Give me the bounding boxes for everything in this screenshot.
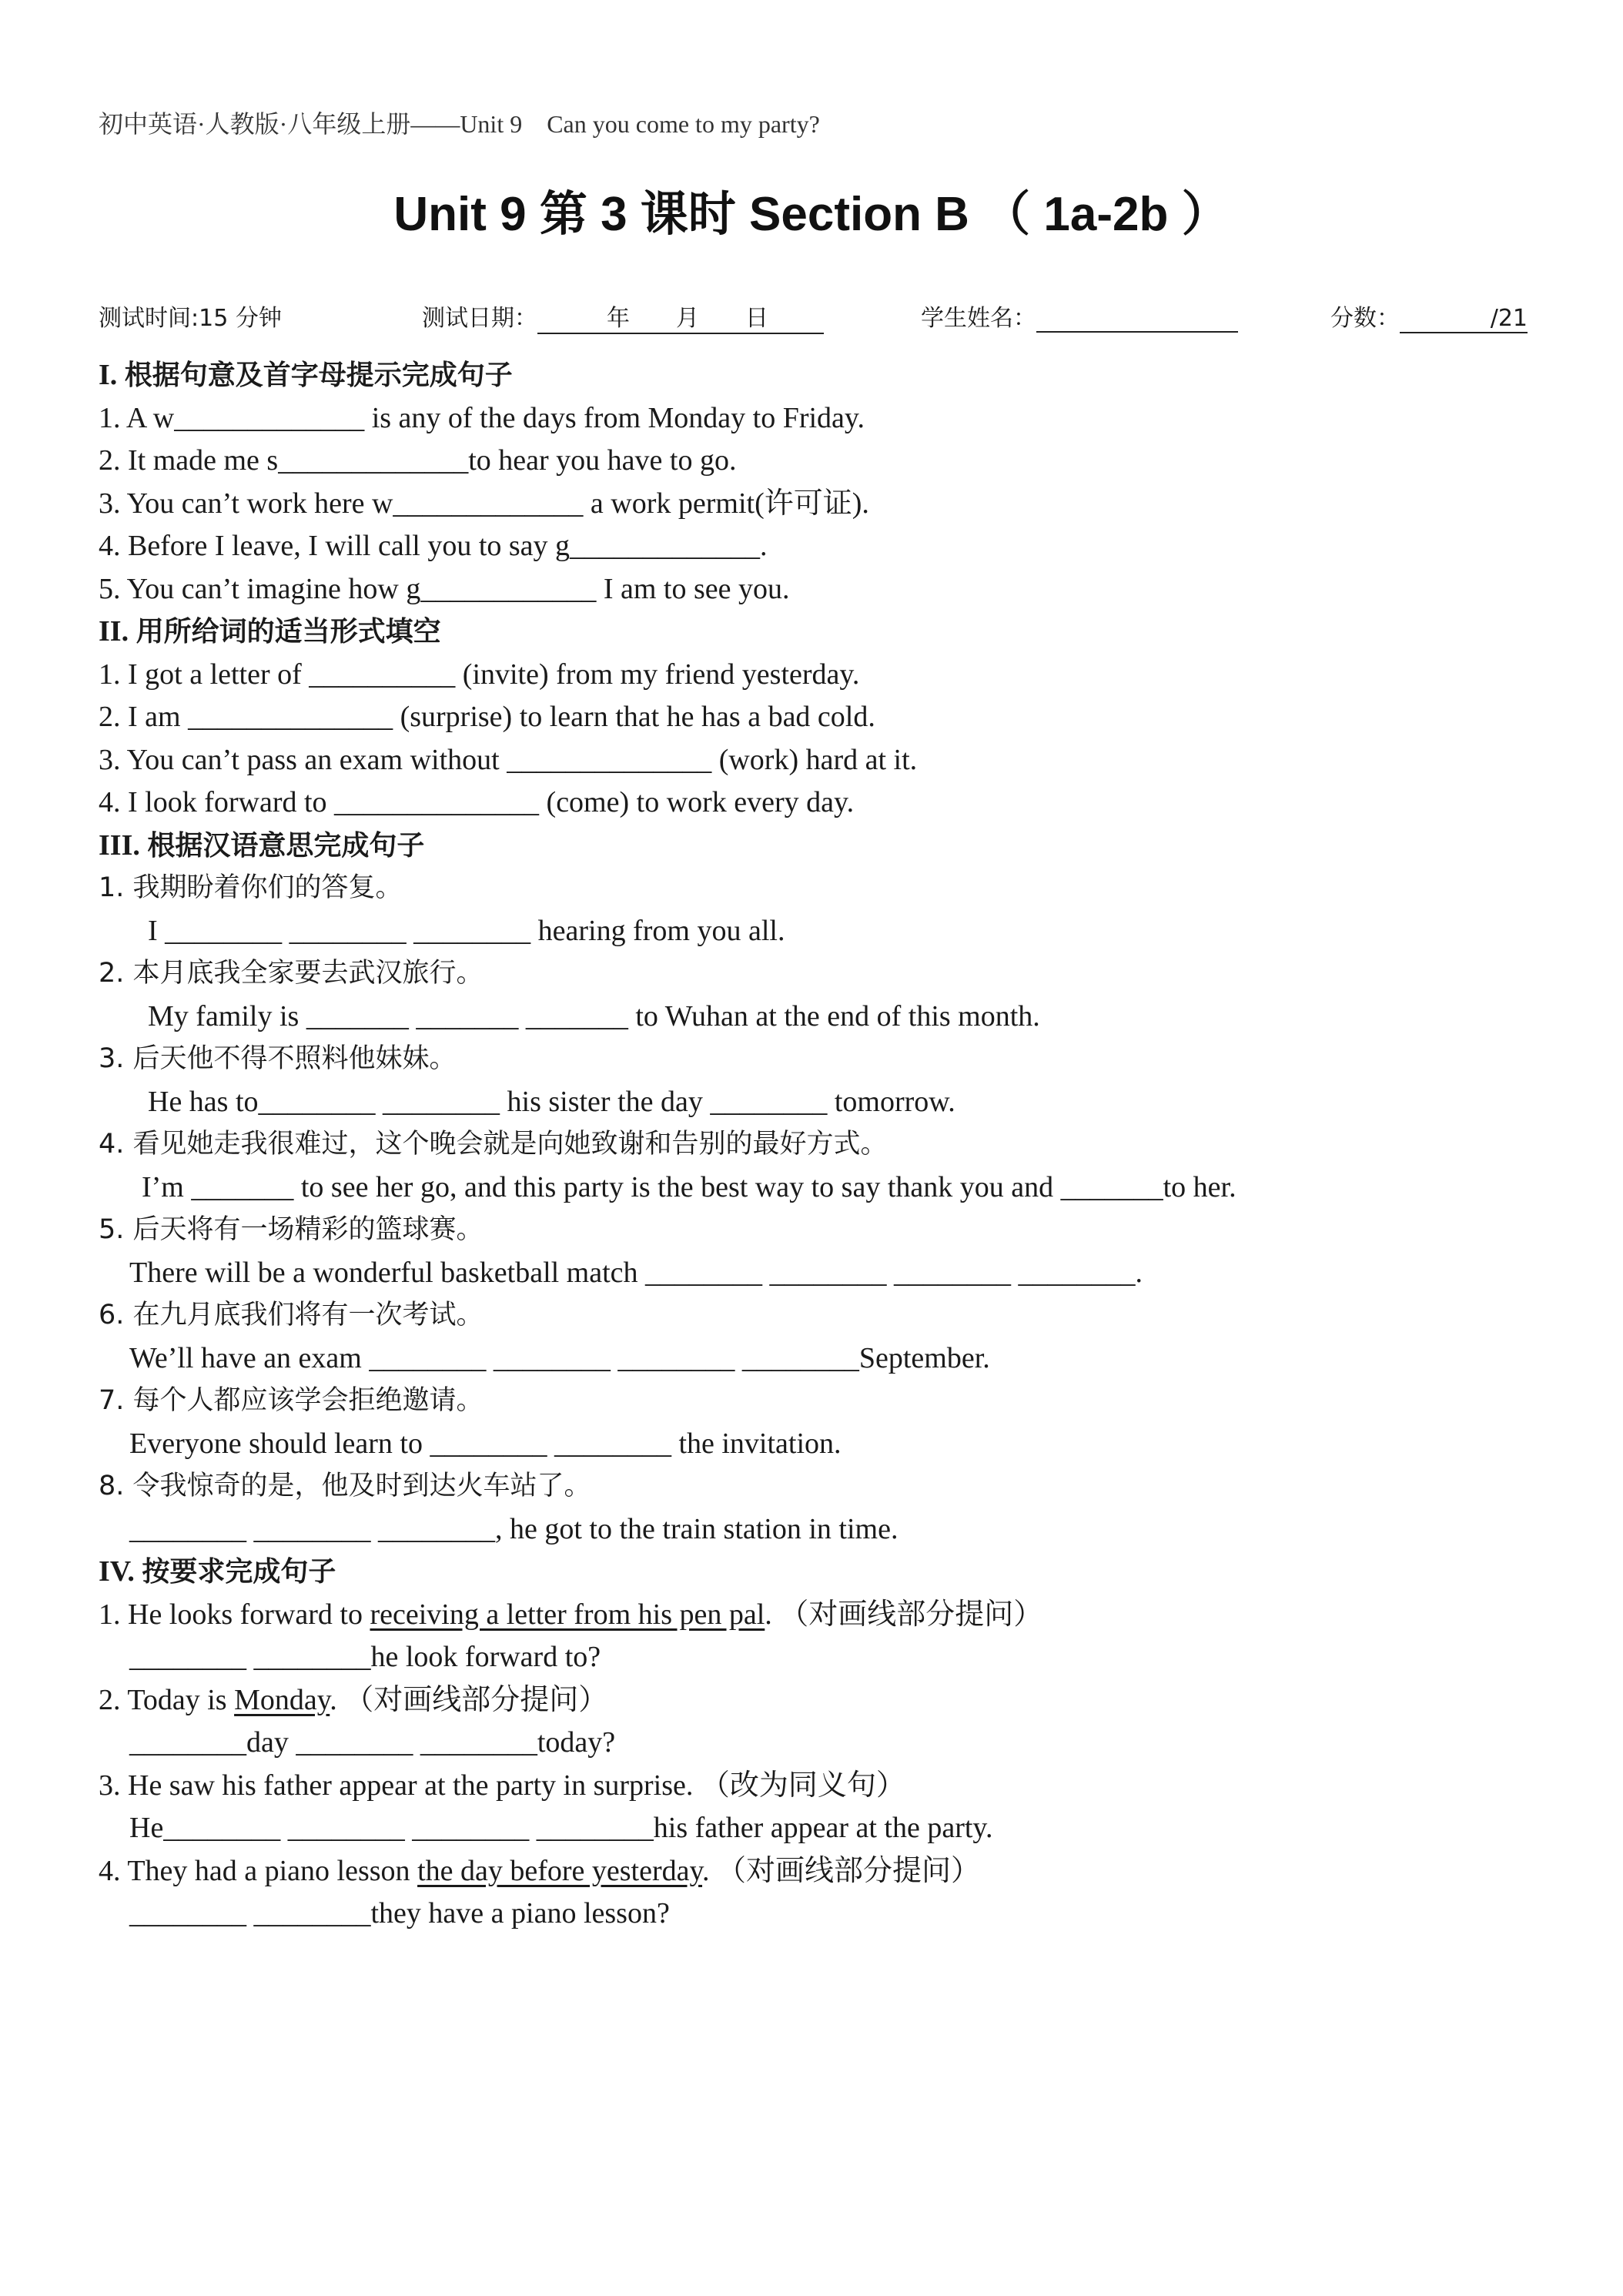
- student-name-field: [921, 299, 1238, 333]
- score-blank: /21: [1400, 305, 1528, 333]
- exercise-content: [99, 354, 1546, 1936]
- s3-item-7-english: Everyone should learn to ________ ________ the invitation.: [129, 1427, 842, 1460]
- s3-item-1-chinese: 1. 我期盼着你们的答复。: [99, 872, 403, 903]
- s1-item-2: 2. It made me s_____________to hear you have to go.: [99, 444, 737, 477]
- s4-item-4-prefix: 4. They had a piano lesson: [99, 1854, 418, 1887]
- s4-item-2-prefix: 2. Today is: [99, 1683, 235, 1716]
- section-3-number: III.: [99, 828, 140, 862]
- running-header: 初中英语·人教版·八年级上册——Unit 9 Can you come to my party?: [99, 110, 820, 138]
- s2-item-2: 2. I am ______________ (surprise) to learn that he has a bad cold.: [99, 701, 875, 733]
- section-1-heading: [99, 354, 1546, 397]
- section-4-heading: [99, 1551, 1546, 1594]
- s2-item-3: 3. You can’t pass an exam without ______________ (work) hard at it.: [99, 743, 918, 776]
- s4-item-1-underlined: receiving a letter from his pen pal: [370, 1598, 765, 1631]
- student-name-label: 学生姓名：: [921, 305, 1036, 332]
- score-field: [1330, 299, 1528, 333]
- s4-item-4: [99, 1850, 1546, 1893]
- test-date-label: 测试日期：: [422, 305, 537, 332]
- s1-item-1: 1. A w_____________ is any of the days from Monday to Friday.: [99, 401, 865, 434]
- s4-item-2-underlined: Monday: [234, 1683, 330, 1716]
- s4-item-1: [99, 1594, 1546, 1637]
- s4-item-2-suffix: . （对画线部分提问）: [330, 1683, 608, 1716]
- test-info-row: [99, 299, 1531, 333]
- s4-item-2-answer: ________day ________ ________today?: [129, 1726, 616, 1759]
- page-title: Unit 9 第 3 课时 Section B （ 1a-2b ）: [393, 188, 1230, 241]
- s4-item-1-prefix: 1. He looks forward to: [99, 1598, 370, 1631]
- s3-item-6-chinese: 6. 在九月底我们将有一次考试。: [99, 1300, 484, 1330]
- s3-item-4-chinese: 4. 看见她走我很难过，这个晚会就是向她致谢和告别的最好方式。: [99, 1129, 888, 1160]
- s1-item-5: 5. You can’t imagine how g____________ I am to see you.: [99, 572, 790, 605]
- section-1-title: 根据句意及首字母提示完成句子: [124, 360, 513, 391]
- test-date-blank: 年 月 日: [537, 299, 824, 334]
- s3-item-3-english: He has to________ ________ his sister the day ________ tomorrow.: [148, 1085, 955, 1118]
- s4-item-1-answer: ________ ________he look forward to?: [129, 1641, 601, 1673]
- test-date-field: [422, 299, 824, 334]
- s1-item-4: 4. Before I leave, I will call you to say g_____________.: [99, 530, 768, 562]
- section-4-number: IV.: [99, 1555, 135, 1588]
- section-3-heading: [99, 825, 1546, 868]
- section-2-number: II.: [99, 615, 129, 648]
- s4-item-3-answer: He________ ________ ________ ________his father appear at the party.: [129, 1812, 993, 1844]
- s4-item-4-suffix: . （对画线部分提问）: [702, 1854, 981, 1887]
- s1-item-3: 3. You can’t work here w_____________ a work permit(许可证).: [99, 487, 869, 520]
- s3-item-3-chinese: 3. 后天他不得不照料他妹妹。: [99, 1043, 457, 1074]
- s4-item-4-answer: ________ ________they have a piano lesson?: [129, 1897, 670, 1930]
- s3-item-5-english: There will be a wonderful basketball match ________ ________ ________ ________.: [129, 1256, 1143, 1289]
- s4-item-4-underlined: the day before yesterday: [417, 1854, 703, 1887]
- s2-item-4: 4. I look forward to ______________ (come) to work every day.: [99, 786, 855, 818]
- s3-item-8-chinese: 8. 令我惊奇的是，他及时到达火车站了。: [99, 1471, 591, 1501]
- section-2-heading: [99, 611, 1546, 654]
- s3-item-2-chinese: 2. 本月底我全家要去武汉旅行。: [99, 958, 484, 989]
- s4-item-3: 3. He saw his father appear at the party in surprise. （改为同义句）: [99, 1769, 905, 1802]
- s3-item-7-chinese: 7. 每个人都应该学会拒绝邀请。: [99, 1385, 484, 1416]
- section-3-title: 根据汉语意思完成句子: [147, 829, 425, 862]
- s3-item-1-english: I ________ ________ ________ hearing from you all.: [148, 914, 785, 947]
- test-time-label: 测试时间:15 分钟: [99, 305, 282, 332]
- student-name-blank: [1036, 305, 1238, 333]
- score-label: 分数：: [1330, 305, 1400, 332]
- section-4-title: 按要求完成句子: [142, 1556, 336, 1588]
- section-2-title: 用所给词的适当形式填空: [136, 616, 441, 648]
- section-1-number: I.: [99, 359, 118, 391]
- s3-item-8-english: ________ ________ ________, he got to the train station in time.: [129, 1512, 899, 1545]
- s4-item-2: [99, 1679, 1546, 1722]
- s4-item-1-suffix: . （对画线部分提问）: [765, 1598, 1043, 1631]
- s3-item-5-chinese: 5. 后天将有一场精彩的篮球赛。: [99, 1214, 484, 1245]
- s3-item-4-english: I’m _______ to see her go, and this party is the best way to say thank you and _______to her.: [142, 1170, 1236, 1203]
- s3-item-6-english: We’ll have an exam ________ ________ ________ ________September.: [129, 1341, 990, 1374]
- s3-item-2-english: My family is _______ _______ _______ to Wuhan at the end of this month.: [148, 999, 1040, 1033]
- s2-item-1: 1. I got a letter of __________ (invite) from my friend yesterday.: [99, 658, 860, 691]
